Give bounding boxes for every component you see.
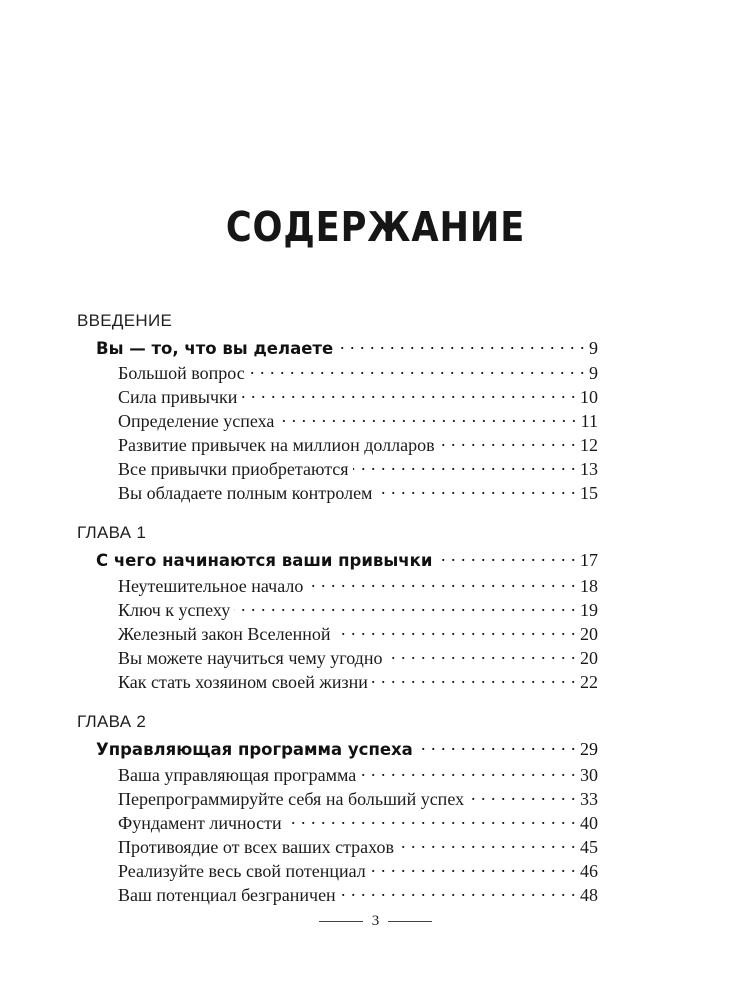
toc-entry[interactable]: [118, 481, 598, 504]
toc-entry[interactable]: [118, 811, 598, 834]
toc-page-number: 48: [580, 885, 598, 905]
toc-chapter-2[interactable]: [96, 737, 598, 760]
toc-page-number: 19: [580, 600, 598, 620]
toc-entry[interactable]: [118, 385, 598, 408]
toc-page-number: 9: [589, 338, 598, 358]
leader-dots: [360, 763, 576, 781]
toc-entry-title: Противоядие от всех ваших страхов: [118, 837, 394, 857]
toc-chapter-introduction[interactable]: [96, 336, 598, 359]
toc-page-number: 40: [580, 813, 598, 833]
toc-entry[interactable]: [118, 622, 598, 645]
toc-entry[interactable]: [118, 787, 598, 810]
toc-entry-title: Большой вопрос: [118, 363, 245, 383]
toc-entry[interactable]: [118, 835, 598, 858]
toc-entry-title: Все привычки приобретаются: [118, 459, 349, 479]
toc-page-number: 9: [589, 363, 598, 383]
toc-entry[interactable]: [118, 763, 598, 786]
toc-entry-title: Определение успеха: [118, 411, 275, 431]
toc-page-number: 46: [580, 861, 598, 881]
leader-dots: [335, 622, 576, 640]
section-label-chapter-2: ГЛАВА 2: [77, 712, 147, 731]
leader-dots: [337, 336, 585, 354]
toc-entry-title: Сила привычки: [118, 387, 238, 407]
toc-entry-title: Как стать хозяином своей жизни: [118, 672, 368, 692]
leader-dots: [436, 548, 576, 566]
toc-page-number: 18: [580, 576, 598, 596]
toc-entry[interactable]: [118, 883, 598, 906]
toc-page-number: 17: [580, 550, 598, 570]
section-label-introduction: ВВЕДЕНИЕ: [77, 311, 173, 330]
leader-dots: [241, 385, 576, 403]
toc-entry[interactable]: [118, 433, 598, 456]
section-label-chapter-1: ГЛАВА 1: [77, 523, 147, 542]
toc-entry[interactable]: [118, 859, 598, 882]
toc-page-number: 11: [580, 411, 598, 431]
toc-page-number: 29: [580, 739, 598, 759]
toc-chapter-title: Управляющая программа успеха: [96, 740, 413, 759]
toc-entry-title: Вы можете научиться чему угодно: [118, 648, 383, 668]
toc-entry-title: Ваша управляющая программа: [118, 765, 357, 785]
leader-dots: [234, 598, 576, 616]
toc-entry-title: Железный закон Вселенной: [118, 624, 331, 644]
toc-entry-title: Перепрограммируйте себя на больший успех: [118, 789, 465, 809]
toc-entry-title: Ваш потенциал безграничен: [118, 885, 336, 905]
page-title: СОДЕРЖАНИЕ: [225, 203, 526, 251]
toc-entry-title: Ключ к успеху: [118, 600, 231, 620]
toc-entry-title: Реализуйте весь свой потенциал: [118, 861, 366, 881]
toc-chapter-1[interactable]: [96, 548, 598, 571]
leader-dots: [398, 835, 576, 853]
leader-dots: [278, 409, 576, 427]
toc-chapter-title: Вы — то, что вы делаете: [96, 339, 334, 358]
toc-page-number: 45: [580, 837, 598, 857]
page-footer: [0, 913, 751, 930]
leader-dots: [370, 859, 576, 877]
leader-dots: [417, 737, 576, 755]
toc-page-number: 20: [580, 624, 598, 644]
leader-dots: [307, 574, 576, 592]
toc-page-number: 20: [580, 648, 598, 668]
toc-page-number: 13: [580, 459, 598, 479]
toc-page-number: 12: [580, 435, 598, 455]
toc-entry[interactable]: [118, 646, 598, 669]
toc-entry-title: Неутешительное начало: [118, 576, 304, 596]
leader-dots: [286, 811, 576, 829]
toc-entry-title: Вы обладаете полным контролем: [118, 483, 373, 503]
toc-entry[interactable]: [118, 670, 598, 693]
leader-dots: [340, 883, 576, 901]
toc-page-number: 33: [580, 789, 598, 809]
toc-chapter-title: С чего начинаются ваши привычки: [96, 551, 433, 570]
leader-dots: [249, 361, 585, 379]
footer-page-number: 3: [371, 913, 380, 929]
toc-page-number: 15: [580, 483, 598, 503]
footer-rule-left: [319, 921, 363, 922]
toc-entry[interactable]: [118, 457, 598, 480]
footer-rule-right: [388, 921, 432, 922]
toc-page-number: 10: [580, 387, 598, 407]
leader-dots: [439, 433, 576, 451]
toc-entry[interactable]: [118, 409, 598, 432]
toc-entry[interactable]: [118, 361, 598, 384]
toc-entry-title: Развитие привычек на миллион долларов: [118, 435, 435, 455]
toc-page-number: 22: [580, 672, 598, 692]
leader-dots: [468, 787, 576, 805]
leader-dots: [372, 670, 576, 688]
toc-entry[interactable]: [118, 598, 598, 621]
toc-page-number: 30: [580, 765, 598, 785]
leader-dots: [353, 457, 576, 475]
leader-dots: [386, 646, 576, 664]
leader-dots: [376, 481, 576, 499]
toc-entry-title: Фундамент личности: [118, 813, 282, 833]
toc-entry[interactable]: [118, 574, 598, 597]
